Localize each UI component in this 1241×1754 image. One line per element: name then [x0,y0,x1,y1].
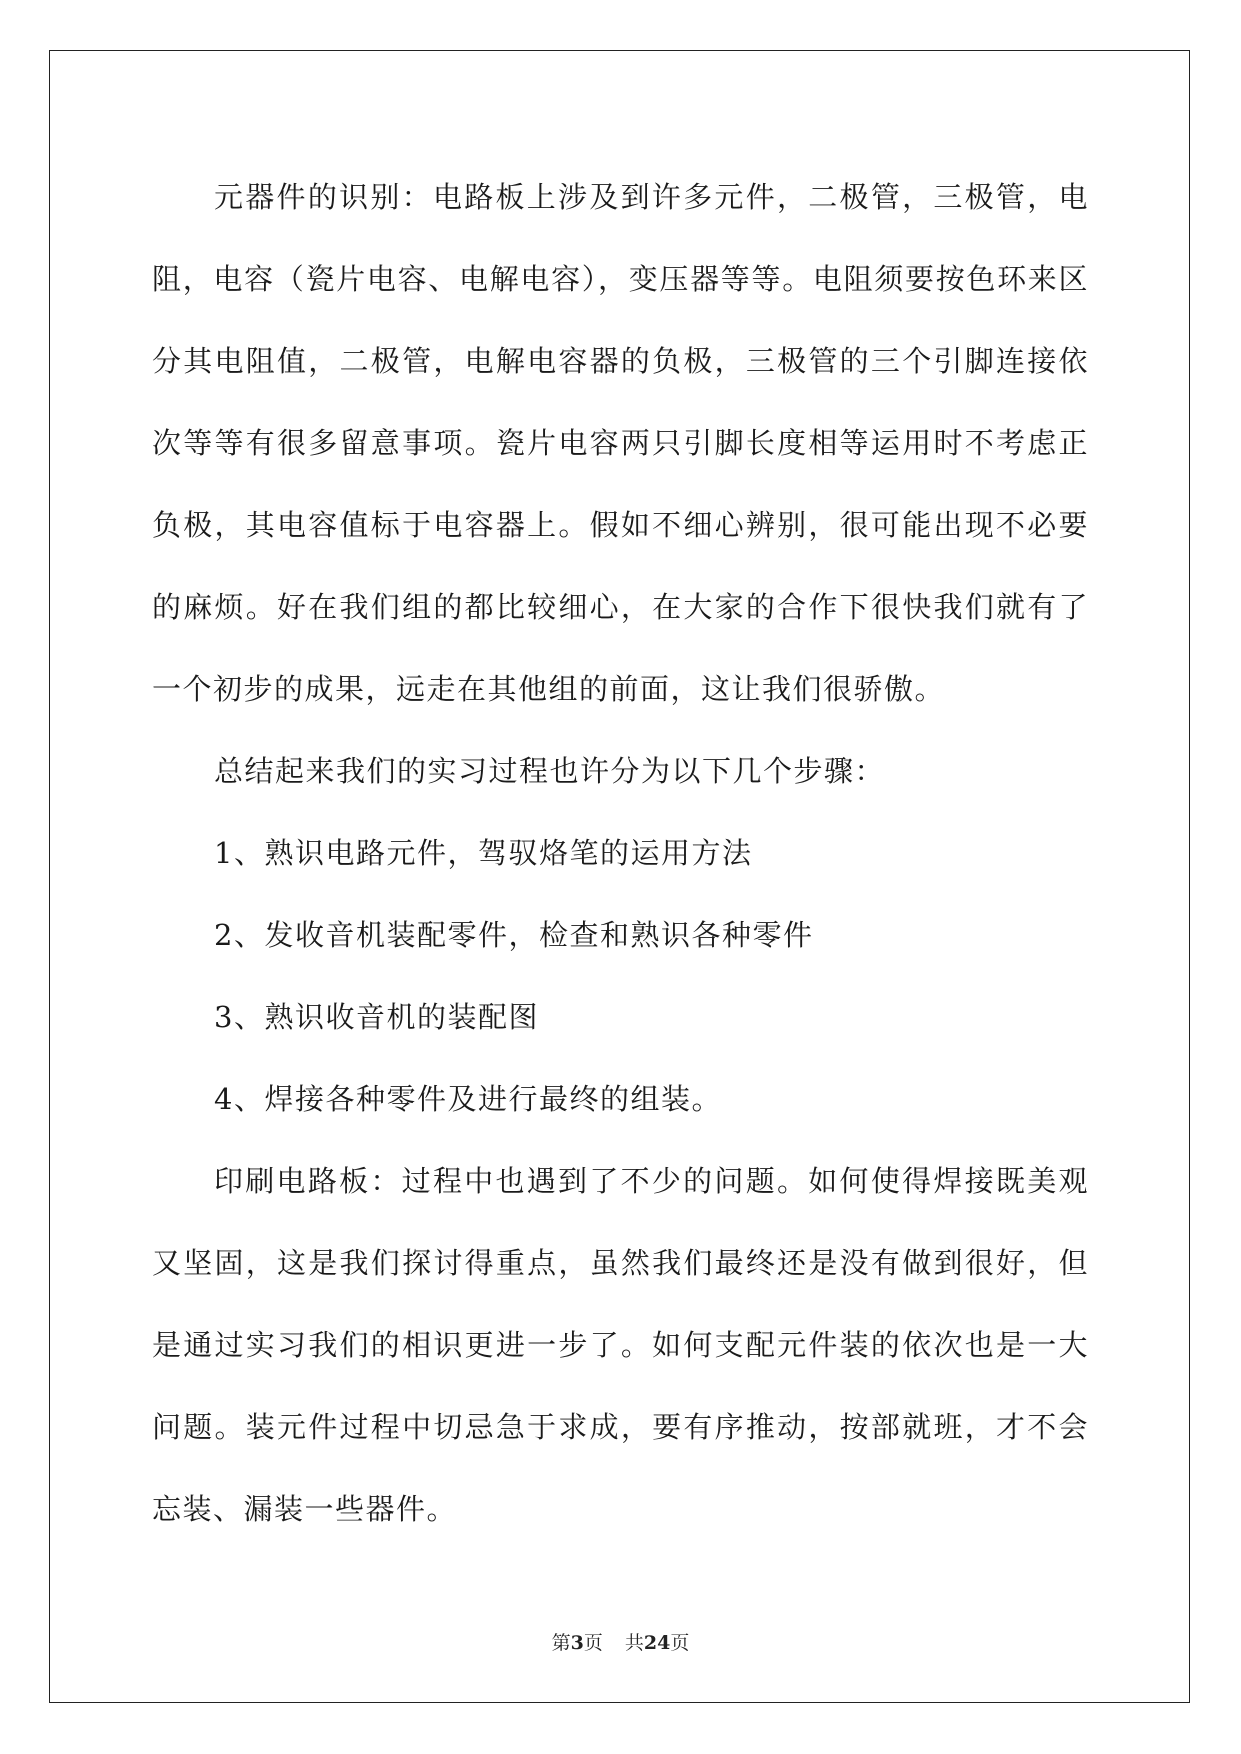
footer-total-prefix: 共 [624,1632,644,1654]
document-body [152,156,1089,1550]
paragraph-component-identification: 元器件的识别：电路板上涉及到许多元件，二极管，三极管，电阻，电容（瓷片电容、电解电容），变压器等等。电阻须要按色环来区分其电阻值，二极管，电解电容器的负极，三极管的三个引脚连接依次等等有很多留意事项。瓷片电容两只引脚长度相等运用时不考虑正负极，其电容值标于电容器上。假如不细心辨别，很可能出现不必要的麻烦。好在我们组的都比较细心，在大家的合作下很快我们就有了一个初步的成果，远走在其他组的前面，这让我们很骄傲。 [152,180,1089,706]
footer-page-suffix: 页 [583,1632,603,1654]
list-item-step-4: 4、焊接各种零件及进行最终的组装。 [214,1082,722,1116]
total-page-count: 24 [643,1632,671,1654]
current-page-number: 3 [570,1632,584,1654]
footer-total-suffix: 页 [670,1632,690,1654]
footer-prefix: 第 [551,1632,571,1654]
page-footer [0,1628,1241,1655]
paragraph-summary-intro: 总结起来我们的实习过程也许分为以下几个步骤： [214,754,886,788]
paragraph-printed-circuit-board: 印刷电路板：过程中也遇到了不少的问题。如何使得焊接既美观又坚固，这是我们探讨得重点，虽然我们最终还是没有做到很好，但是通过实习我们的相识更进一步了。如何支配元件装的依次也是一大问题。装元件过程中切忌急于求成，要有序推动，按部就班，才不会忘装、漏装一些器件。 [152,1164,1089,1526]
list-item-step-3: 3、熟识收音机的装配图 [214,1000,539,1034]
list-item-step-2: 2、发收音机装配零件，检查和熟识各种零件 [214,918,814,952]
list-item-step-1: 1、熟识电路元件，驾驭烙笔的运用方法 [214,836,753,870]
